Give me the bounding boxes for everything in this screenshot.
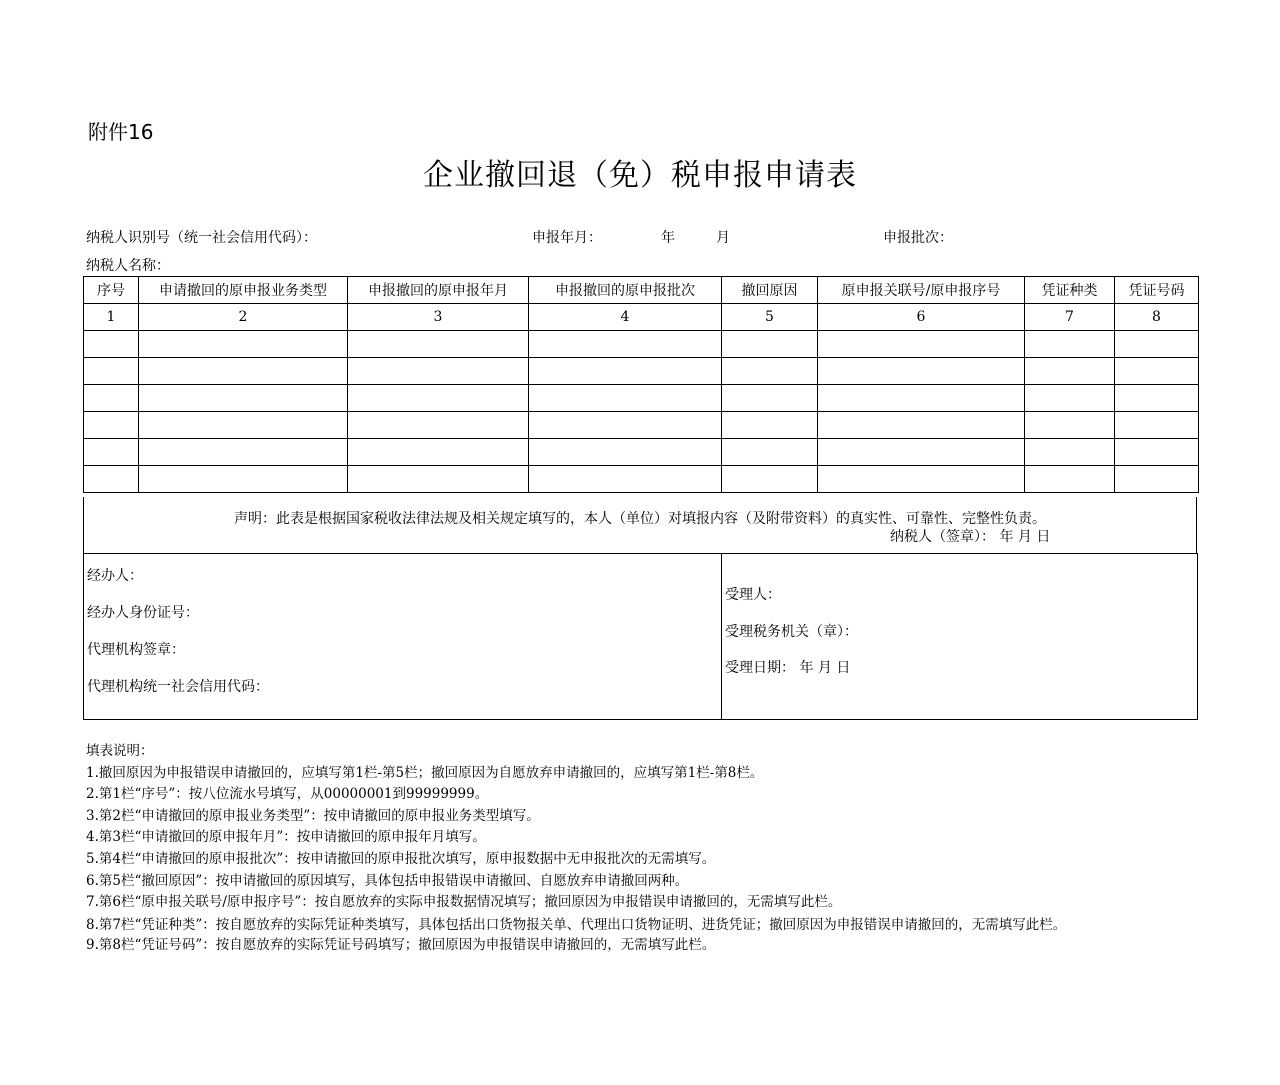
- table-cell[interactable]: [722, 358, 818, 385]
- instruction-item: 9.第8栏“凭证号码”：按自愿放弃的实际凭证号码填写；撤回原因为申报错误申请撤回的，无需填写此栏。: [86, 936, 716, 953]
- instruction-item: 4.第3栏“申请撤回的原申报年月”：按申请撤回的原申报年月填写。: [86, 829, 486, 846]
- agency-code-field[interactable]: 代理机构统一社会信用代码：: [87, 679, 269, 695]
- table-cell[interactable]: [1025, 466, 1115, 493]
- taxpayer-id-label: 纳税人识别号（统一社会信用代码）：: [86, 230, 317, 246]
- report-month-label: 月: [716, 230, 730, 246]
- table-cell[interactable]: [529, 331, 722, 358]
- table-row: [84, 331, 1199, 358]
- table-cell[interactable]: [722, 466, 818, 493]
- declaration-box: [83, 497, 1197, 554]
- column-number: 5: [722, 304, 818, 331]
- table-cell[interactable]: [84, 358, 139, 385]
- table-cell[interactable]: [1115, 466, 1199, 493]
- table-cell[interactable]: [529, 412, 722, 439]
- table-cell[interactable]: [139, 385, 348, 412]
- table-cell[interactable]: [818, 439, 1025, 466]
- column-number-row: [84, 304, 1199, 331]
- table-cell[interactable]: [1025, 358, 1115, 385]
- table-cell[interactable]: [722, 439, 818, 466]
- table-cell[interactable]: [84, 331, 139, 358]
- column-header: 申请撤回的原申报业务类型: [139, 277, 348, 304]
- column-number: 7: [1025, 304, 1115, 331]
- table-cell[interactable]: [529, 466, 722, 493]
- table-cell[interactable]: [348, 466, 529, 493]
- table-cell[interactable]: [348, 412, 529, 439]
- table-cell[interactable]: [84, 412, 139, 439]
- table-cell[interactable]: [84, 385, 139, 412]
- column-number: 4: [529, 304, 722, 331]
- table-cell[interactable]: [1025, 439, 1115, 466]
- table-header-row: [84, 277, 1199, 304]
- accept-date-field[interactable]: 受理日期： 年 月 日: [725, 660, 851, 676]
- table-cell[interactable]: [722, 331, 818, 358]
- signoff-box: [83, 553, 1198, 720]
- column-number: 6: [818, 304, 1025, 331]
- table-cell[interactable]: [1025, 331, 1115, 358]
- column-number: 1: [84, 304, 139, 331]
- table-cell[interactable]: [139, 331, 348, 358]
- table-row: [84, 466, 1199, 493]
- column-header: 凭证号码: [1115, 277, 1199, 304]
- table-cell[interactable]: [139, 439, 348, 466]
- table-cell[interactable]: [1025, 412, 1115, 439]
- annex-label: 附件16: [88, 120, 154, 144]
- table-row: [84, 358, 1199, 385]
- table-cell[interactable]: [818, 331, 1025, 358]
- form-title: 企业撤回退（免）税申报申请表: [423, 158, 857, 193]
- table-cell[interactable]: [139, 358, 348, 385]
- table-cell[interactable]: [139, 466, 348, 493]
- receiver-field[interactable]: 受理人：: [725, 587, 781, 603]
- column-header: 原申报关联号/原申报序号: [818, 277, 1025, 304]
- table-cell[interactable]: [818, 466, 1025, 493]
- table-cell[interactable]: [818, 358, 1025, 385]
- table-cell[interactable]: [818, 385, 1025, 412]
- table-cell[interactable]: [139, 412, 348, 439]
- taxpayer-signature[interactable]: 纳税人（签章）： 年 月 日: [890, 529, 1051, 545]
- table-cell[interactable]: [1115, 358, 1199, 385]
- table-cell[interactable]: [84, 466, 139, 493]
- table-cell[interactable]: [818, 412, 1025, 439]
- column-header: 撤回原因: [722, 277, 818, 304]
- agency-seal-field[interactable]: 代理机构签章：: [87, 642, 185, 658]
- table-row: [84, 385, 1199, 412]
- table-cell[interactable]: [348, 439, 529, 466]
- handler-field[interactable]: 经办人：: [87, 568, 143, 584]
- taxpayer-name-label: 纳税人名称：: [86, 258, 170, 274]
- table-cell[interactable]: [1025, 385, 1115, 412]
- table-cell[interactable]: [1115, 439, 1199, 466]
- column-number: 3: [348, 304, 529, 331]
- table-cell[interactable]: [722, 412, 818, 439]
- table-cell[interactable]: [84, 439, 139, 466]
- table-cell[interactable]: [722, 385, 818, 412]
- instruction-item: 1.撤回原因为申报错误申请撤回的，应填写第1栏-第5栏；撤回原因为自愿放弃申请撤回的，应填写第1栏-第8栏。: [86, 764, 764, 781]
- column-header: 申报撤回的原申报年月: [348, 277, 529, 304]
- batch-label: 申报批次：: [883, 230, 953, 246]
- instruction-item: 5.第4栏“申请撤回的原申报批次”：按申请撤回的原申报批次填写，原申报数据中无申报批次的无需填写。: [86, 850, 716, 867]
- report-year-label: 年: [661, 230, 675, 246]
- table-cell[interactable]: [348, 331, 529, 358]
- table-cell[interactable]: [1115, 412, 1199, 439]
- table-cell[interactable]: [529, 385, 722, 412]
- table-cell[interactable]: [1115, 331, 1199, 358]
- table-row: [84, 412, 1199, 439]
- declaration-statement: 声明：此表是根据国家税收法律法规及相关规定填写的，本人（单位）对填报内容（及附带资料）的真实性、可靠性、完整性负责。: [234, 511, 1046, 527]
- table-row: [84, 439, 1199, 466]
- instruction-item: 6.第5栏“撤回原因”：按申请撤回的原因填写，具体包括申报错误申请撤回、自愿放弃申请撤回两种。: [86, 872, 689, 889]
- instruction-item: 7.第6栏“原申报关联号/原申报序号”：按自愿放弃的实际申报数据情况填写；撤回原因为申报错误申请撤回的，无需填写此栏。: [86, 894, 842, 911]
- handler-id-field[interactable]: 经办人身份证号：: [87, 605, 199, 621]
- column-number: 8: [1115, 304, 1199, 331]
- instruction-item: 2.第1栏“序号”：按八位流水号填写，从00000001到99999999。: [86, 786, 489, 803]
- instructions-heading: 填表说明：: [86, 743, 154, 759]
- table-cell[interactable]: [348, 385, 529, 412]
- report-period-label: 申报年月：: [532, 230, 602, 246]
- table-cell[interactable]: [348, 358, 529, 385]
- column-header: 申报撤回的原申报批次: [529, 277, 722, 304]
- instructions: [86, 741, 1198, 956]
- column-header: 凭证种类: [1025, 277, 1115, 304]
- column-number: 2: [139, 304, 348, 331]
- column-header: 序号: [84, 277, 139, 304]
- tax-authority-field[interactable]: 受理税务机关（章）：: [725, 624, 858, 640]
- signoff-divider: [721, 554, 722, 719]
- table-cell[interactable]: [1115, 385, 1199, 412]
- table-cell[interactable]: [529, 439, 722, 466]
- withdrawal-table: [83, 276, 1199, 493]
- instruction-item: 3.第2栏“申请撤回的原申报业务类型”：按申请撤回的原申报业务类型填写。: [86, 807, 540, 824]
- table-cell[interactable]: [529, 358, 722, 385]
- instruction-item: 8.第7栏“凭证种类”：按自愿放弃的实际凭证种类填写，具体包括出口货物报关单、代理出口货物证明、进货凭证；撤回原因为申报错误申请撤回的，无需填写此栏。: [86, 916, 1067, 933]
